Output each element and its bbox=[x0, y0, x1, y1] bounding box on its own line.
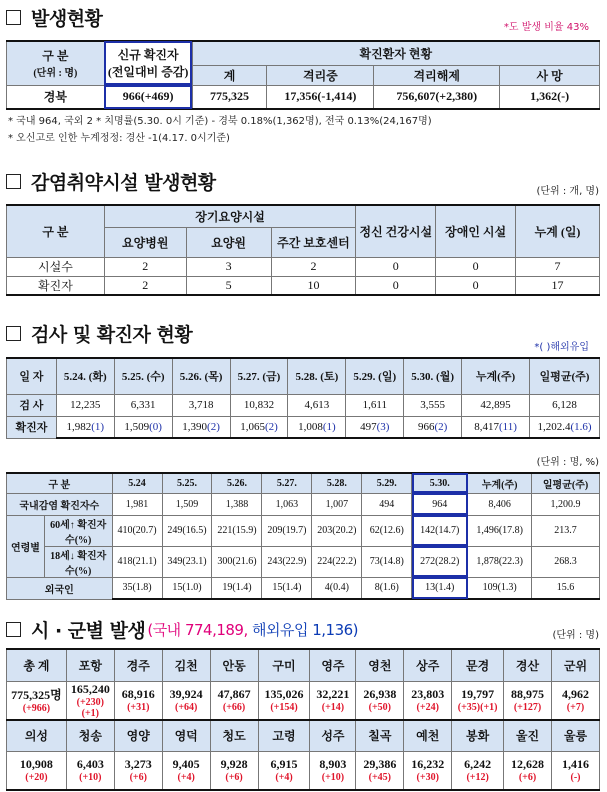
age-header-cell: 5.27. bbox=[262, 473, 312, 493]
checkbox-square-icon bbox=[6, 326, 21, 341]
confirmed-count: 1,008 bbox=[298, 420, 323, 433]
section-title-city: 시 · 군별 발생 (국내 774,189, 해외유입 1,136) bbox=[6, 616, 358, 643]
confirmed-value-cell bbox=[462, 416, 530, 438]
header-gubun: 구 분 bbox=[7, 205, 105, 257]
city-value-cell bbox=[551, 752, 599, 790]
city-delta: (+64) bbox=[174, 702, 198, 713]
age-value-cell: 1,200.9 bbox=[532, 493, 600, 515]
tests-header-cell: 5.28. (토) bbox=[288, 358, 346, 394]
confirmed-row-label: 확진자 bbox=[7, 416, 57, 438]
age-value-cell: 1,981 bbox=[112, 493, 162, 515]
city-delta: (+6) bbox=[518, 772, 537, 784]
header-nursing-home: 요양원 bbox=[186, 227, 271, 257]
age-value-cell: 15(1.4) bbox=[262, 577, 312, 599]
city-header-cell: 문경 bbox=[452, 649, 504, 681]
age-value-cell: 142(14.7) bbox=[412, 515, 468, 546]
confirmed-count: 1,390 bbox=[182, 420, 208, 433]
city-header-cell: 울릉 bbox=[551, 720, 599, 752]
tests-header-cell: 5.25. (수) bbox=[114, 358, 172, 394]
city-delta: (+4) bbox=[177, 772, 195, 784]
tests-table bbox=[6, 357, 600, 439]
age-value-cell: 19(1.4) bbox=[212, 577, 262, 599]
city-count: 88,975 bbox=[511, 687, 545, 701]
age-value-cell: 418(21.1) bbox=[112, 546, 162, 577]
overseas-count: (0) bbox=[149, 420, 162, 433]
city-value-cell bbox=[66, 752, 114, 790]
header-total: 계 bbox=[192, 65, 267, 85]
facilities-table bbox=[6, 204, 600, 296]
city-header-cell: 상주 bbox=[404, 649, 452, 681]
city-value-cell bbox=[114, 752, 162, 790]
city-value-cell bbox=[356, 681, 404, 720]
age-header-cell: 5.26. bbox=[212, 473, 262, 493]
city-header-cell: 청송 bbox=[66, 720, 114, 752]
confirmed-value-cell bbox=[346, 416, 404, 438]
section-title-occurrence: 발생현황 bbox=[6, 4, 102, 31]
city-count: 775,325명 bbox=[11, 688, 62, 702]
age-row-label: 외국인 bbox=[7, 577, 113, 599]
age-value-cell: 249(16.5) bbox=[162, 515, 212, 546]
age-value-cell: 349(23.1) bbox=[162, 546, 212, 577]
header-long-term-care: 장기요양시설 bbox=[104, 205, 356, 227]
city-unit: (단위 : 명) bbox=[552, 630, 599, 641]
age-value-cell: 410(20.7) bbox=[112, 515, 162, 546]
footnote-2: * 오신고로 인한 누계정정: 경산 -1(4.17. 0시기준) bbox=[8, 133, 230, 144]
age-header-cell: 5.30. bbox=[412, 473, 468, 493]
city-header-cell: 영덕 bbox=[162, 720, 210, 752]
city-header-cell: 안동 bbox=[210, 649, 258, 681]
overseas-count: (2) bbox=[264, 420, 278, 433]
age-value-cell: 964 bbox=[412, 493, 468, 515]
header-gubun: 구 분 (단위 : 명) bbox=[7, 41, 105, 85]
age-value-cell: 1,007 bbox=[312, 493, 362, 515]
age-value-cell: 8,406 bbox=[468, 493, 532, 515]
city-delta: (+31) bbox=[127, 702, 150, 713]
city-count: 165,240 bbox=[70, 681, 110, 696]
age-header-cell: 5.24 bbox=[112, 473, 162, 493]
header-day-care: 주간 보호센터 bbox=[271, 227, 356, 257]
age-value-cell: 268.3 bbox=[532, 546, 600, 577]
confirmed-count: 1,202.4 bbox=[537, 420, 571, 433]
tests-value-cell: 3,718 bbox=[172, 394, 230, 416]
section-title-facilities: 감염취약시설 발생현황 bbox=[6, 168, 216, 195]
city-count: 10,908 bbox=[19, 757, 53, 772]
age-header-cell: 5.25. bbox=[162, 473, 212, 493]
city-delta: (+7) bbox=[566, 702, 585, 713]
overseas-count: (1.6) bbox=[570, 420, 592, 433]
city-header-cell: 울진 bbox=[504, 720, 552, 752]
age-header-cell: 일평균(주) bbox=[532, 473, 600, 493]
age-value-cell: 221(15.9) bbox=[212, 515, 262, 546]
section-title-tests: 검사 및 확진자 현황 bbox=[6, 320, 192, 347]
city-value-cell bbox=[452, 752, 504, 790]
city-value-cell bbox=[66, 681, 114, 720]
tests-value-cell: 6,128 bbox=[529, 394, 599, 416]
tests-value-cell: 12,235 bbox=[56, 394, 114, 416]
city-count: 6,915 bbox=[270, 757, 298, 772]
city-header-cell: 총 계 bbox=[7, 649, 67, 681]
city-count: 135,026 bbox=[264, 687, 304, 701]
city-delta: (+45) bbox=[368, 772, 391, 784]
city-value-cell bbox=[504, 752, 552, 790]
age-header-cell: 구 분 bbox=[7, 473, 113, 493]
city-value-cell bbox=[356, 752, 404, 790]
city-delta: (+12) bbox=[466, 772, 489, 784]
city-header-cell: 군위 bbox=[551, 649, 599, 681]
city-delta: (+6) bbox=[129, 772, 147, 784]
age-table-unit: (단위 : 명, %) bbox=[536, 457, 599, 468]
confirmed-value-cell bbox=[56, 416, 114, 438]
city-delta: (+127) bbox=[513, 702, 542, 713]
age-header-cell: 5.28. bbox=[312, 473, 362, 493]
age-value-cell: 494 bbox=[362, 493, 412, 515]
header-isolation: 격리중 bbox=[267, 65, 374, 85]
age-value-cell: 62(12.6) bbox=[362, 515, 412, 546]
age-value-cell: 300(21.6) bbox=[212, 546, 262, 577]
confirmed-count: 1,982 bbox=[66, 420, 92, 433]
age-value-cell: 13(1.4) bbox=[412, 577, 468, 599]
city-delta: (+10) bbox=[79, 772, 102, 784]
checkbox-square-icon bbox=[6, 622, 21, 637]
city-count: 29,386 bbox=[363, 757, 397, 772]
tests-value-cell: 42,895 bbox=[462, 394, 530, 416]
city-value-cell bbox=[551, 681, 599, 720]
age-row-label: 국내감염 확진자수 bbox=[7, 493, 113, 515]
city-header-cell: 성주 bbox=[310, 720, 356, 752]
city-value-cell bbox=[210, 681, 258, 720]
city-value-cell bbox=[504, 681, 552, 720]
city-value-cell bbox=[404, 681, 452, 720]
confirmed-value-cell bbox=[529, 416, 599, 438]
city-header-cell: 경산 bbox=[504, 649, 552, 681]
city-header-cell: 경주 bbox=[114, 649, 162, 681]
city-count: 32,221 bbox=[316, 687, 350, 701]
isolation-value: 17,356(-1,414) bbox=[267, 85, 374, 109]
city-delta: (+66) bbox=[222, 702, 246, 713]
city-header-cell: 칠곡 bbox=[356, 720, 404, 752]
age-table bbox=[6, 472, 600, 600]
age-value-cell: 1,496(17.8) bbox=[468, 515, 532, 546]
age-value-cell: 4(0.4) bbox=[312, 577, 362, 599]
tests-value-cell: 4,613 bbox=[288, 394, 346, 416]
confirmed-value-cell bbox=[230, 416, 288, 438]
facilities-row: 확진자 2 5 10 0 0 17 bbox=[7, 276, 600, 295]
age-value-cell: 1,509 bbox=[162, 493, 212, 515]
city-delta: (+4) bbox=[275, 772, 293, 784]
city-header-cell: 영양 bbox=[114, 720, 162, 752]
header-death: 사 망 bbox=[500, 65, 600, 85]
confirmed-count: 8,417 bbox=[474, 420, 499, 433]
tests-row-label: 검 사 bbox=[7, 394, 57, 416]
overseas-count: (2) bbox=[207, 420, 220, 433]
confirmed-value-cell bbox=[114, 416, 172, 438]
header-new-cases: 신규 확진자 (전일대비 증감) bbox=[104, 41, 192, 85]
age-value-cell: 15.6 bbox=[532, 577, 600, 599]
tests-header-cell: 5.26. (목) bbox=[172, 358, 230, 394]
age-18under-label: 18세↓ 확진자수(%) bbox=[44, 546, 112, 577]
city-delta: (+230)(+1) bbox=[76, 696, 105, 719]
city-count: 23,803 bbox=[411, 687, 445, 701]
city-count: 12,628 bbox=[511, 757, 545, 772]
city-header-cell: 고령 bbox=[258, 720, 310, 752]
confirmed-value-cell bbox=[404, 416, 462, 438]
new-cases-value: 966(+469) bbox=[104, 85, 192, 109]
overseas-note: *( )해외유입 bbox=[534, 342, 589, 353]
city-count: 16,232 bbox=[411, 757, 445, 772]
total-value: 775,325 bbox=[192, 85, 267, 109]
overseas-count: (1) bbox=[322, 420, 336, 433]
city-value-cell bbox=[310, 752, 356, 790]
age-value-cell: 8(1.6) bbox=[362, 577, 412, 599]
city-value-cell bbox=[114, 681, 162, 720]
city-count: 6,242 bbox=[464, 757, 492, 772]
city-count: 9,928 bbox=[220, 757, 248, 772]
tests-value-cell: 3,555 bbox=[404, 394, 462, 416]
tests-header-cell: 5.24. (화) bbox=[56, 358, 114, 394]
confirmed-count: 1,065 bbox=[240, 420, 265, 433]
age-header-cell: 5.29. bbox=[362, 473, 412, 493]
facilities-unit: (단위 : 개, 명) bbox=[536, 186, 599, 197]
city-value-cell bbox=[404, 752, 452, 790]
city-count: 4,962 bbox=[561, 687, 589, 701]
city-count: 26,938 bbox=[363, 687, 397, 701]
city-delta: (+14) bbox=[321, 702, 345, 713]
released-value: 756,607(+2,380) bbox=[374, 85, 500, 109]
city-header-cell: 청도 bbox=[210, 720, 258, 752]
age-value-cell: 15(1.0) bbox=[162, 577, 212, 599]
confirmed-count: 497 bbox=[360, 420, 377, 433]
city-header-cell: 김천 bbox=[162, 649, 210, 681]
city-delta: (+30) bbox=[416, 772, 439, 784]
city-header-cell: 의성 bbox=[7, 720, 67, 752]
city-delta: (+35)(+1) bbox=[457, 702, 498, 713]
city-delta: (+10) bbox=[321, 772, 345, 784]
age-60plus-label: 60세↑ 확진자수(%) bbox=[44, 515, 112, 546]
city-value-cell bbox=[162, 752, 210, 790]
age-value-cell: 203(20.2) bbox=[312, 515, 362, 546]
city-header-cell: 영주 bbox=[310, 649, 356, 681]
tests-value-cell: 10,832 bbox=[230, 394, 288, 416]
header-status: 확진환자 현황 bbox=[192, 41, 599, 65]
age-value-cell: 1,388 bbox=[212, 493, 262, 515]
header-disability: 장애인 시설 bbox=[436, 205, 516, 257]
death-value: 1,362(-) bbox=[500, 85, 600, 109]
age-value-cell: 209(19.7) bbox=[262, 515, 312, 546]
tests-header-cell: 5.29. (일) bbox=[346, 358, 404, 394]
province-ratio-note: *도 발생 비율 43% bbox=[503, 22, 589, 33]
city-value-cell bbox=[258, 752, 310, 790]
occurrence-table bbox=[6, 40, 600, 110]
city-header-cell: 봉화 bbox=[452, 720, 504, 752]
city-value-cell bbox=[258, 681, 310, 720]
overseas-count: (1) bbox=[91, 420, 105, 433]
facilities-row: 시설수 2 3 2 0 0 7 bbox=[7, 257, 600, 276]
age-group-label: 연령별 bbox=[7, 515, 45, 577]
city-count: 1,416 bbox=[561, 757, 589, 772]
city-table bbox=[6, 648, 600, 791]
city-delta: (+966) bbox=[22, 703, 51, 714]
city-value-cell bbox=[162, 681, 210, 720]
city-delta: (+20) bbox=[25, 772, 48, 784]
age-value-cell: 1,063 bbox=[262, 493, 312, 515]
overseas-count: (3) bbox=[376, 420, 390, 433]
city-count: 8,903 bbox=[319, 757, 347, 772]
checkbox-square-icon bbox=[6, 174, 21, 189]
age-value-cell: 243(22.9) bbox=[262, 546, 312, 577]
city-delta: (+24) bbox=[416, 702, 439, 713]
confirmed-count: 1,509 bbox=[124, 420, 150, 433]
footnote-1: * 국내 964, 국외 2 * 치명률(5.30. 0시 기준) - 경북 0.18%(1,362명), 전국 0.13%(24,167명) bbox=[8, 116, 432, 127]
age-header-cell: 누계(주) bbox=[468, 473, 532, 493]
city-value-cell bbox=[210, 752, 258, 790]
city-value-cell bbox=[452, 681, 504, 720]
city-header-cell: 포항 bbox=[66, 649, 114, 681]
city-delta: (+6) bbox=[225, 772, 243, 784]
city-count: 19,797 bbox=[461, 687, 495, 701]
age-value-cell: 109(1.3) bbox=[468, 577, 532, 599]
city-delta: (-) bbox=[570, 772, 581, 784]
city-value-cell bbox=[7, 681, 67, 720]
city-delta: (+50) bbox=[368, 702, 391, 713]
tests-value-cell: 6,331 bbox=[114, 394, 172, 416]
city-count: 9,405 bbox=[172, 757, 200, 772]
age-value-cell: 1,878(22.3) bbox=[468, 546, 532, 577]
header-released: 격리해제 bbox=[374, 65, 500, 85]
checkbox-square-icon bbox=[6, 10, 21, 25]
tests-header-cell: 일평균(주) bbox=[529, 358, 599, 394]
age-value-cell: 213.7 bbox=[532, 515, 600, 546]
city-count: 68,916 bbox=[121, 687, 155, 701]
confirmed-count: 966 bbox=[417, 420, 435, 433]
city-value-cell bbox=[7, 752, 67, 790]
age-value-cell: 272(28.2) bbox=[412, 546, 468, 577]
overseas-count: (11) bbox=[498, 420, 517, 433]
city-count: 3,273 bbox=[124, 757, 152, 772]
city-count: 6,403 bbox=[76, 757, 104, 772]
header-nursing-hospital: 요양병원 bbox=[104, 227, 186, 257]
header-cumulative: 누계 (일) bbox=[516, 205, 600, 257]
tests-header-cell: 5.30. (월) bbox=[404, 358, 462, 394]
row-label: 경북 bbox=[7, 85, 105, 109]
tests-header-cell: 일 자 bbox=[7, 358, 57, 394]
city-count: 47,867 bbox=[217, 687, 251, 701]
age-value-cell: 224(22.2) bbox=[312, 546, 362, 577]
city-delta: (+154) bbox=[270, 702, 298, 713]
city-count: 39,924 bbox=[169, 687, 203, 701]
city-header-cell: 영천 bbox=[356, 649, 404, 681]
city-header-cell: 예천 bbox=[404, 720, 452, 752]
age-value-cell: 35(1.8) bbox=[112, 577, 162, 599]
tests-header-cell: 누계(주) bbox=[462, 358, 530, 394]
confirmed-value-cell bbox=[288, 416, 346, 438]
confirmed-value-cell bbox=[172, 416, 230, 438]
tests-header-cell: 5.27. (금) bbox=[230, 358, 288, 394]
overseas-count: (2) bbox=[434, 420, 448, 433]
tests-value-cell: 1,611 bbox=[346, 394, 404, 416]
age-value-cell: 73(14.8) bbox=[362, 546, 412, 577]
header-mental-health: 정신 건강시설 bbox=[356, 205, 436, 257]
city-header-cell: 구미 bbox=[258, 649, 310, 681]
city-value-cell bbox=[310, 681, 356, 720]
